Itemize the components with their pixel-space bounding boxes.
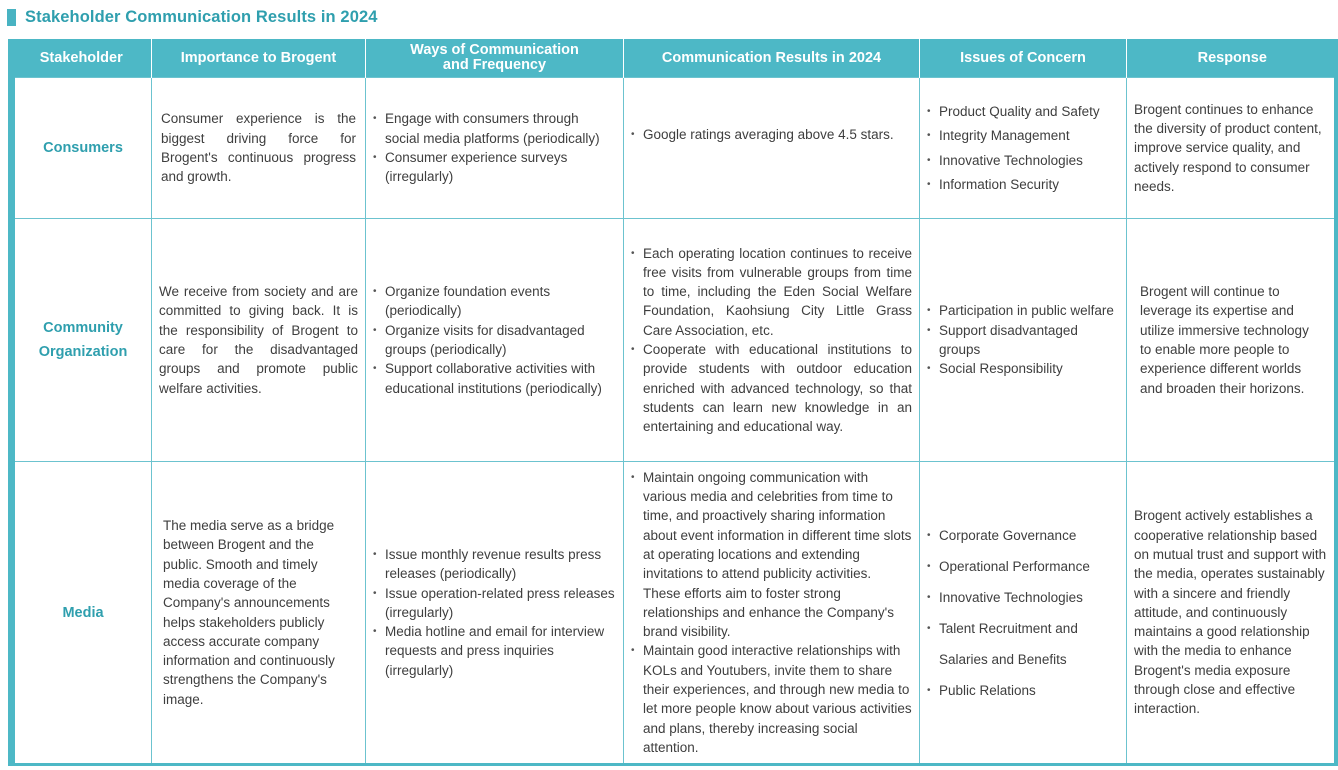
ways-cell [366, 462, 624, 765]
header-ways-line1: Ways of Communication [410, 42, 579, 58]
list-item: • Participation in public welfare [927, 301, 1119, 320]
header-results: Communication Results in 2024 [624, 39, 920, 78]
list-item: • Product Quality and Safety [927, 102, 1119, 121]
table-header-row [12, 39, 1338, 78]
list-item: • Public Relations [927, 675, 1119, 706]
response-cell: Brogent continues to enhance the diversity of product content, improve service quality, and actively respond to consumer needs. [1127, 78, 1338, 219]
header-issues: Issues of Concern [920, 39, 1127, 78]
header-ways [366, 39, 624, 78]
list-item: • Information Security [927, 175, 1119, 194]
list-item: • Issue monthly revenue results press releases (periodically) [373, 545, 616, 584]
stakeholder-consumers: Consumers [12, 78, 152, 219]
list-item: • Maintain ongoing communication with various media and celebrities from time to time, and proactively sharing information about event information in different time slots at operating locations and extending invitations to attend publicity activities. These efforts aim to foster strong relationships and enhance the Company's brand visibility. [631, 468, 912, 642]
table-row-consumers [12, 78, 1338, 219]
list-item: • Organize visits for disadvantaged groups (periodically) [373, 321, 616, 360]
header-response: Response [1127, 39, 1338, 78]
stakeholder-table [8, 39, 1338, 766]
page-title: Stakeholder Communication Results in 2024 [25, 7, 378, 26]
stakeholder-media: Media [12, 462, 152, 765]
results-cell [624, 78, 920, 219]
list-item: • Engage with consumers through social media platforms (periodically) [373, 109, 616, 148]
header-stakeholder: Stakeholder [12, 39, 152, 78]
issues-list [927, 301, 1119, 378]
importance-cell: Consumer experience is the biggest driving force for Brogent's continuous progress and growth. [152, 78, 366, 219]
list-item: • Corporate Governance [927, 520, 1119, 551]
results-cell [624, 462, 920, 765]
table-row-media [12, 462, 1338, 765]
results-list [631, 125, 912, 144]
response-cell: Brogent will continue to leverage its expertise and utilize immersive technology to enable more people to experience different worlds and broaden their horizons. [1127, 219, 1338, 462]
response-cell: Brogent actively establishes a cooperative relationship based on mutual trust and support with the media, operates sustainably with a sincere and friendly attitude, and continuously maintains a good relationship with the media to enhance Brogent's media exposure through close and effective interaction. [1127, 462, 1338, 765]
list-item: • Google ratings averaging above 4.5 stars. [631, 125, 912, 144]
results-list [631, 244, 912, 437]
list-item: • Cooperate with educational institutions to provide students with outdoor education enriched with advanced technology, so that students can learn new knowledge in an entertaining and educational way. [631, 340, 912, 436]
list-item: • Innovative Technologies [927, 582, 1119, 613]
issues-cell [920, 462, 1127, 765]
list-item: • Innovative Technologies [927, 151, 1119, 170]
title-accent-bar [7, 9, 16, 26]
list-item: • Issue operation-related press releases (irregularly) [373, 584, 616, 623]
section-title [7, 7, 378, 27]
list-item: • Each operating location continues to receive free visits from vulnerable groups from time to time, including the Eden Social Welfare Foundation, Kaohsiung City Little Grass Care Association, etc. [631, 244, 912, 340]
list-item: • Support disadvantaged groups [927, 321, 1119, 360]
list-item: • Integrity Management [927, 126, 1119, 145]
ways-list [373, 109, 616, 186]
list-item: • Social Responsibility [927, 359, 1119, 378]
issues-list [927, 520, 1119, 706]
list-item: • Talent Recruitment and Salaries and Benefits [927, 613, 1119, 675]
ways-cell [366, 78, 624, 219]
table-row-community [12, 219, 1338, 462]
results-cell [624, 219, 920, 462]
stakeholder-line2: Organization [38, 344, 128, 360]
list-item: • Maintain good interactive relationships with KOLs and Youtubers, invite them to share their experiences, and through new media to let more people know about various activities and plans, thereby increasing social attention. [631, 641, 912, 757]
importance-cell: We receive from society and are committed to giving back. It is the responsibility of Brogent to care for the disadvantaged groups and promote public welfare activities. [152, 219, 366, 462]
list-item: • Consumer experience surveys (irregularly) [373, 148, 616, 187]
list-item: • Media hotline and email for interview requests and press inquiries (irregularly) [373, 622, 616, 680]
importance-cell: The media serve as a bridge between Brogent and the public. Smooth and timely media coverage of the Company's announcements helps stakeholders publicly access accurate company information and continuously strengthens the Company's image. [152, 462, 366, 765]
header-ways-line2: and Frequency [442, 57, 547, 73]
header-importance: Importance to Brogent [152, 39, 366, 78]
issues-list [927, 102, 1119, 194]
ways-list [373, 282, 616, 398]
issues-cell [920, 219, 1127, 462]
issues-cell [920, 78, 1127, 219]
list-item: • Support collaborative activities with educational institutions (periodically) [373, 359, 616, 398]
ways-list [373, 545, 616, 680]
results-list [631, 468, 912, 757]
stakeholder-community-organization [12, 219, 152, 462]
ways-cell [366, 219, 624, 462]
list-item: • Operational Performance [927, 551, 1119, 582]
list-item: • Organize foundation events (periodically) [373, 282, 616, 321]
stakeholder-line1: Community [43, 320, 123, 336]
